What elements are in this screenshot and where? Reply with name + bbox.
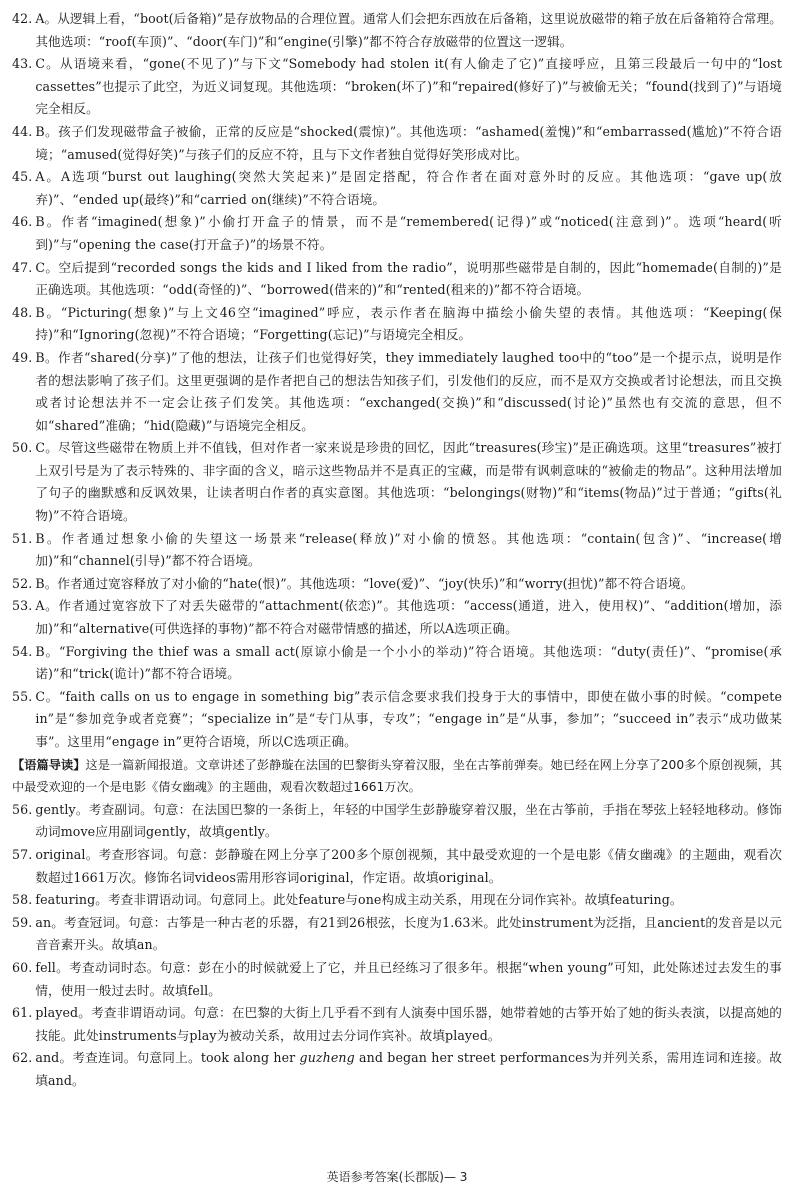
answer-text-part: and。考查连词。句意同上。took along her [35, 1050, 300, 1066]
answer-number: 43. [12, 56, 33, 72]
answer-item [12, 257, 782, 302]
answer-number: 58. [12, 892, 33, 908]
answer-text: gently。考查副词。句意：在法国巴黎的一条街上，年轻的中国学生彭静璇穿着汉服，坐在古筝前，手指在琴弦上轻轻地移动。修饰动词move应用副词gently，故填gently。 [35, 801, 782, 840]
answer-number: 49. [12, 349, 33, 365]
answer-text: B。作者通过想象小偷的失望这一场景来“release(释放)”对小偷的愤怒。其他选项：“contain(包含)”、“increase(增加)”和“channel(引导)”都不符合语境。 [35, 530, 782, 569]
answer-number: 59. [12, 914, 33, 930]
answer-text: B。“Picturing(想象)”与上文46空“imagined”呼应，表示作者在脑海中描绘小偷失望的表情。其他选项：“Keeping(保持)”和“Ignoring(忽视)”不符合语境；“Forgetting(忘记)”与语境完全相反。 [35, 304, 782, 343]
answer-text: original。考查形容词。句意：彭静璇在网上分享了200多个原创视频，其中最受欢迎的一个是电影《倩女幽魂》的主题曲，观看次数超过1661万次。修饰名词videos需用形容词original，作定语。故填original。 [35, 846, 782, 885]
answer-item [12, 211, 782, 256]
answer-text: B。作者通过宽容释放了对小偷的“hate(恨)”。其他选项：“love(爱)”、“joy(快乐)”和“worry(担忧)”都不符合语境。 [35, 575, 694, 591]
answer-text: an。考查冠词。句意：古筝是一种古老的乐器，有21到26根弦，长度为1.63米。此处instrument为泛指，且ancient的发音是以元音音素开头。故填an。 [35, 914, 782, 953]
answer-text: fell。考查动词时态。句意：彭在小的时候就爱上了它，并且已经练习了很多年。根据“when young”可知，此处陈述过去发生的事情，使用一般过去时。故填fell。 [35, 959, 782, 998]
answer-text: A。从逻辑上看，“boot(后备箱)”是存放物品的合理位置。通常人们会把东西放在后备箱，这里说放磁带的箱子放在后备箱符合常理。其他选项：“roof(车顶)”、“door(车门)”和“engine(引擎)”都不符合存放磁带的位置这一逻辑。 [35, 11, 782, 49]
answer-item [12, 528, 782, 573]
answer-number: 57. [12, 846, 33, 862]
answer-item [12, 595, 782, 640]
answer-item [12, 799, 782, 844]
answer-item [12, 8, 782, 53]
answer-number: 60. [12, 959, 33, 975]
answer-item [12, 957, 782, 1002]
answer-text: A。作者通过宽容放下了对丢失磁带的“attachment(依恋)”。其他选项：“access(通道，进入，使用权)”、“addition(增加，添加)”和“alternative(可供选择的事物)”都不符合对磁带情感的描述，所以A选项正确。 [35, 598, 782, 637]
passage-guide-text: 这是一篇新闻报道。文章讲述了彭静璇在法国的巴黎街头穿着汉服，坐在古筝前弹奏。她已经在网上分享了200多个原创视频，其中最受欢迎的一个是电影《倩女幽魂》的主题曲，观看次数超过1661万次。 [12, 757, 782, 795]
answer-item [12, 1047, 782, 1092]
answer-item [12, 844, 782, 889]
answer-text: featuring。考查非谓语动词。句意同上。此处feature与one构成主动关系，用现在分词作宾补。故填featuring。 [35, 892, 683, 908]
passage-guide-label: 【语篇导读】 [12, 757, 86, 772]
answer-item [12, 889, 782, 912]
answer-item [12, 641, 782, 686]
answer-number: 53. [12, 598, 33, 614]
answer-number: 46. [12, 214, 33, 230]
answer-item [12, 912, 782, 957]
answer-item [12, 302, 782, 347]
answer-number: 47. [12, 259, 33, 275]
answer-number: 48. [12, 304, 33, 320]
answer-number: 55. [12, 688, 33, 704]
answer-text: C。从语境来看，“gone(不见了)”与下文“Somebody had stolen it(有人偷走了它)”直接呼应，且第三段最后一句中的“lost cassettes”也提示了此空，为近义词复现。其他选项：“broken(坏了)”和“repaired(修好了)”与被偷无关；“found(找到了)”与语境完全相反。 [35, 56, 782, 117]
answer-item [12, 437, 782, 527]
page-footer: 英语参考答案(长郡版)— 3 [326, 1170, 468, 1184]
answer-number: 52. [12, 575, 33, 591]
answer-number: 45. [12, 169, 33, 185]
answer-number: 42. [12, 11, 33, 26]
answer-text: C。“faith calls on us to engage in something big”表示信念要求我们投身于大的事情中，即使在做小事的时候。“compete in”是“参加竞争或者竞赛”；“specialize in”是“专门从事，专攻”；“engage in”是“从事，参加”；“succeed in”表示“成功做某事”。这里用“engage in”更符合语境，所以C选项正确。 [35, 688, 782, 749]
answer-text-italic: guzheng [299, 1050, 355, 1066]
answer-item [12, 573, 782, 596]
answer-number: 51. [12, 530, 33, 546]
answer-number: 56. [12, 801, 33, 817]
answer-item [12, 166, 782, 211]
answer-text: C。空后提到“recorded songs the kids and I liked from the radio”，说明那些磁带是自制的，因此“homemade(自制的)”是正确选项。其他选项：“odd(奇怪的)”、“borrowed(借来的)”和“rented(租来的)”都不符合语境。 [35, 259, 782, 298]
answer-number: 44. [12, 123, 33, 139]
answer-text: B。作者“imagined(想象)”小偷打开盒子的情景，而不是“remembered(记得)”或“noticed(注意到)”。选项“heard(听到)”与“opening the case(打开盒子)”的场景不符。 [35, 214, 782, 252]
passage-guide [12, 754, 782, 799]
answer-item [12, 53, 782, 121]
answer-item [12, 686, 782, 754]
answer-text: B。“Forgiving the thief was a small act(原谅小偷是一个小小的举动)”符合语境。其他选项：“duty(责任)”、“promise(承诺)”和“trick(诡计)”都不符合语境。 [35, 643, 782, 682]
answer-number: 50. [12, 440, 33, 456]
answer-item [12, 121, 782, 166]
answer-text: B。孩子们发现磁带盒子被偷，正常的反应是“shocked(震惊)”。其他选项：“ashamed(羞愧)”和“embarrassed(尴尬)”不符合语境；“amused(觉得好笑)”与孩子们的反应不符，且与下文作者独自觉得好笑形成对比。 [35, 123, 782, 162]
answer-text: C。尽管这些磁带在物质上并不值钱，但对作者一家来说是珍贵的回忆，因此“treasures(珍宝)”是正确选项。这里“treasures”被打上双引号是为了表示特殊的、非字面的含义，暗示这些物品并不是真正的宝藏，而是带有讽刺意味的“被偷走的物品”。这种用法增加了句子的幽默感和反讽效果，让读者明白作者的真实意图。其他选项：“belongings(财物)”和“items(物品)”过于普通；“gifts(礼物)”不符合语境。 [35, 440, 782, 524]
answer-number: 54. [12, 643, 33, 659]
answer-text: played。考查非谓语动词。句意：在巴黎的大街上几乎看不到有人演奏中国乐器，她带着她的古筝开始了她的街头表演，以提高她的技能。此处instruments与play为被动关系，故用过去分词作宾补。故填played。 [35, 1005, 782, 1043]
answer-text: A。A选项“burst out laughing(突然大笑起来)”是固定搭配，符合作者在面对意外时的反应。其他选项：“gave up(放弃)”、“ended up(最终)”和“carried on(继续)”不符合语境。 [35, 169, 782, 207]
answer-item [12, 347, 782, 437]
answer-text: B。作者“shared(分享)”了他的想法，让孩子们也觉得好笑，they immediately laughed too中的“too”是一个提示点，说明是作者的想法影响了孩子们。这里更强调的是作者把自己的想法告知孩子们，引发他们的反应，而不是双方交换或者讨论想法，而且交换或者讨论想法并不一定会让孩子们发笑。其他选项：“exchanged(交换)”和“discussed(讨论)”虽然也有交流的意思，但不如“shared”准确；“hid(隐藏)”与语境完全相反。 [35, 349, 782, 433]
answer-list-cloze [12, 8, 782, 754]
answer-text [35, 1047, 782, 1092]
answer-number: 62. [12, 1050, 33, 1066]
answer-item [12, 1002, 782, 1047]
answer-text-part: and began her street performances为并列关系，需用连词和连接。故填and。 [35, 1050, 783, 1088]
answer-number: 61. [12, 1005, 33, 1021]
answer-list-grammar [12, 799, 782, 1048]
